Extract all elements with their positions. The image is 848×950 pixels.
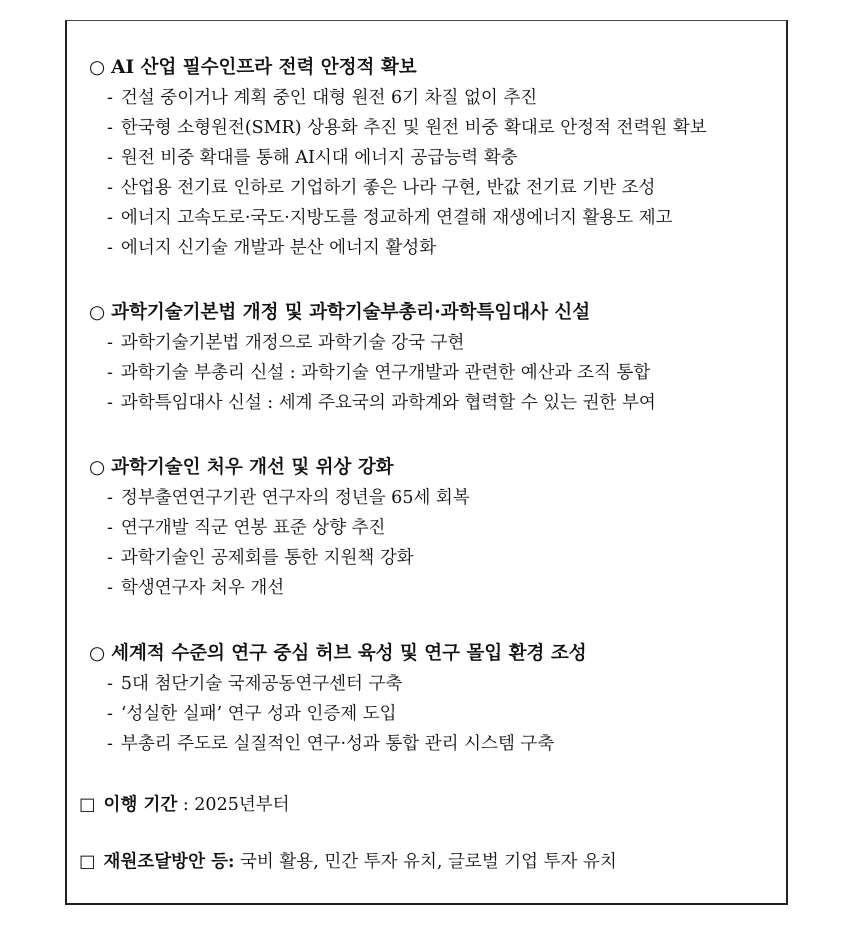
list-item: - 연구개발 직군 연봉 표준 상향 추진 <box>107 518 386 538</box>
funding-plan <box>79 847 617 877</box>
funding-label: 재원조달방안 등: <box>103 852 235 872</box>
section-heading <box>89 298 789 328</box>
list-item: - ‘성실한 실패’ 연구 성과 인증제 도입 <box>107 704 397 724</box>
list-item: - 과학특임대사 신설 : 세계 주요국의 과학계와 협력할 수 있는 권한 부여 <box>107 393 656 413</box>
section-heading-text: 과학기술기본법 개정 및 과학기술부총리·과학특임대사 신설 <box>111 302 591 323</box>
list-item: - 정부출연연구기관 연구자의 정년을 65세 회복 <box>107 488 470 508</box>
implementation-period <box>79 790 290 820</box>
list-item: - 학생연구자 처우 개선 <box>107 578 285 598</box>
list-item: - 과학기술인 공제회를 통한 지원책 강화 <box>107 548 414 568</box>
list-item: - 에너지 신기술 개발과 분산 에너지 활성화 <box>107 238 437 258</box>
period-value: : 2025년부터 <box>182 795 290 815</box>
list-item: - 한국형 소형원전(SMR) 상용화 추진 및 원전 비중 확대로 안정적 전력원 확보 <box>107 118 707 138</box>
list-item: - 산업용 전기료 인하로 기업하기 좋은 나라 구현, 반값 전기료 기반 조성 <box>107 178 656 198</box>
section-heading <box>89 453 789 483</box>
list-item: - 과학기술 부총리 신설 : 과학기술 연구개발과 관련한 예산과 조직 통합 <box>107 363 651 383</box>
section-research-hub <box>89 639 789 759</box>
section-scientist-treatment <box>89 453 789 603</box>
section-heading <box>89 639 789 669</box>
section-heading <box>89 53 789 83</box>
list-item: - 건설 중이거나 계획 중인 대형 원전 6기 차질 없이 추진 <box>107 88 538 108</box>
section-science-law <box>89 298 789 418</box>
section-heading-text: 과학기술인 처우 개선 및 위상 강화 <box>111 457 394 478</box>
section-power-infrastructure <box>89 53 789 263</box>
funding-value: 국비 활용, 민간 투자 유치, 글로벌 기업 투자 유치 <box>240 852 617 872</box>
square-bullet-icon: □ <box>79 795 96 815</box>
section-heading-text: AI 산업 필수인프라 전력 안정적 확보 <box>111 57 417 78</box>
list-item: - 에너지 고속도로·국도·지방도를 정교하게 연결해 재생에너지 활용도 제고 <box>107 208 673 228</box>
circle-bullet-icon: ○ <box>89 57 106 78</box>
circle-bullet-icon: ○ <box>89 643 106 664</box>
circle-bullet-icon: ○ <box>89 457 106 478</box>
policy-document-box <box>65 20 788 905</box>
list-item: - 과학기술기본법 개정으로 과학기술 강국 구현 <box>107 333 465 353</box>
list-item: - 5대 첨단기술 국제공동연구센터 구축 <box>107 674 403 694</box>
period-label: 이행 기간 <box>103 795 178 815</box>
list-item: - 원전 비중 확대를 통해 AI시대 에너지 공급능력 확충 <box>107 148 518 168</box>
section-heading-text: 세계적 수준의 연구 중심 허브 육성 및 연구 몰입 환경 조성 <box>111 643 587 664</box>
list-item: - 부총리 주도로 실질적인 연구·성과 통합 관리 시스템 구축 <box>107 734 555 754</box>
square-bullet-icon: □ <box>79 852 96 872</box>
circle-bullet-icon: ○ <box>89 302 106 323</box>
